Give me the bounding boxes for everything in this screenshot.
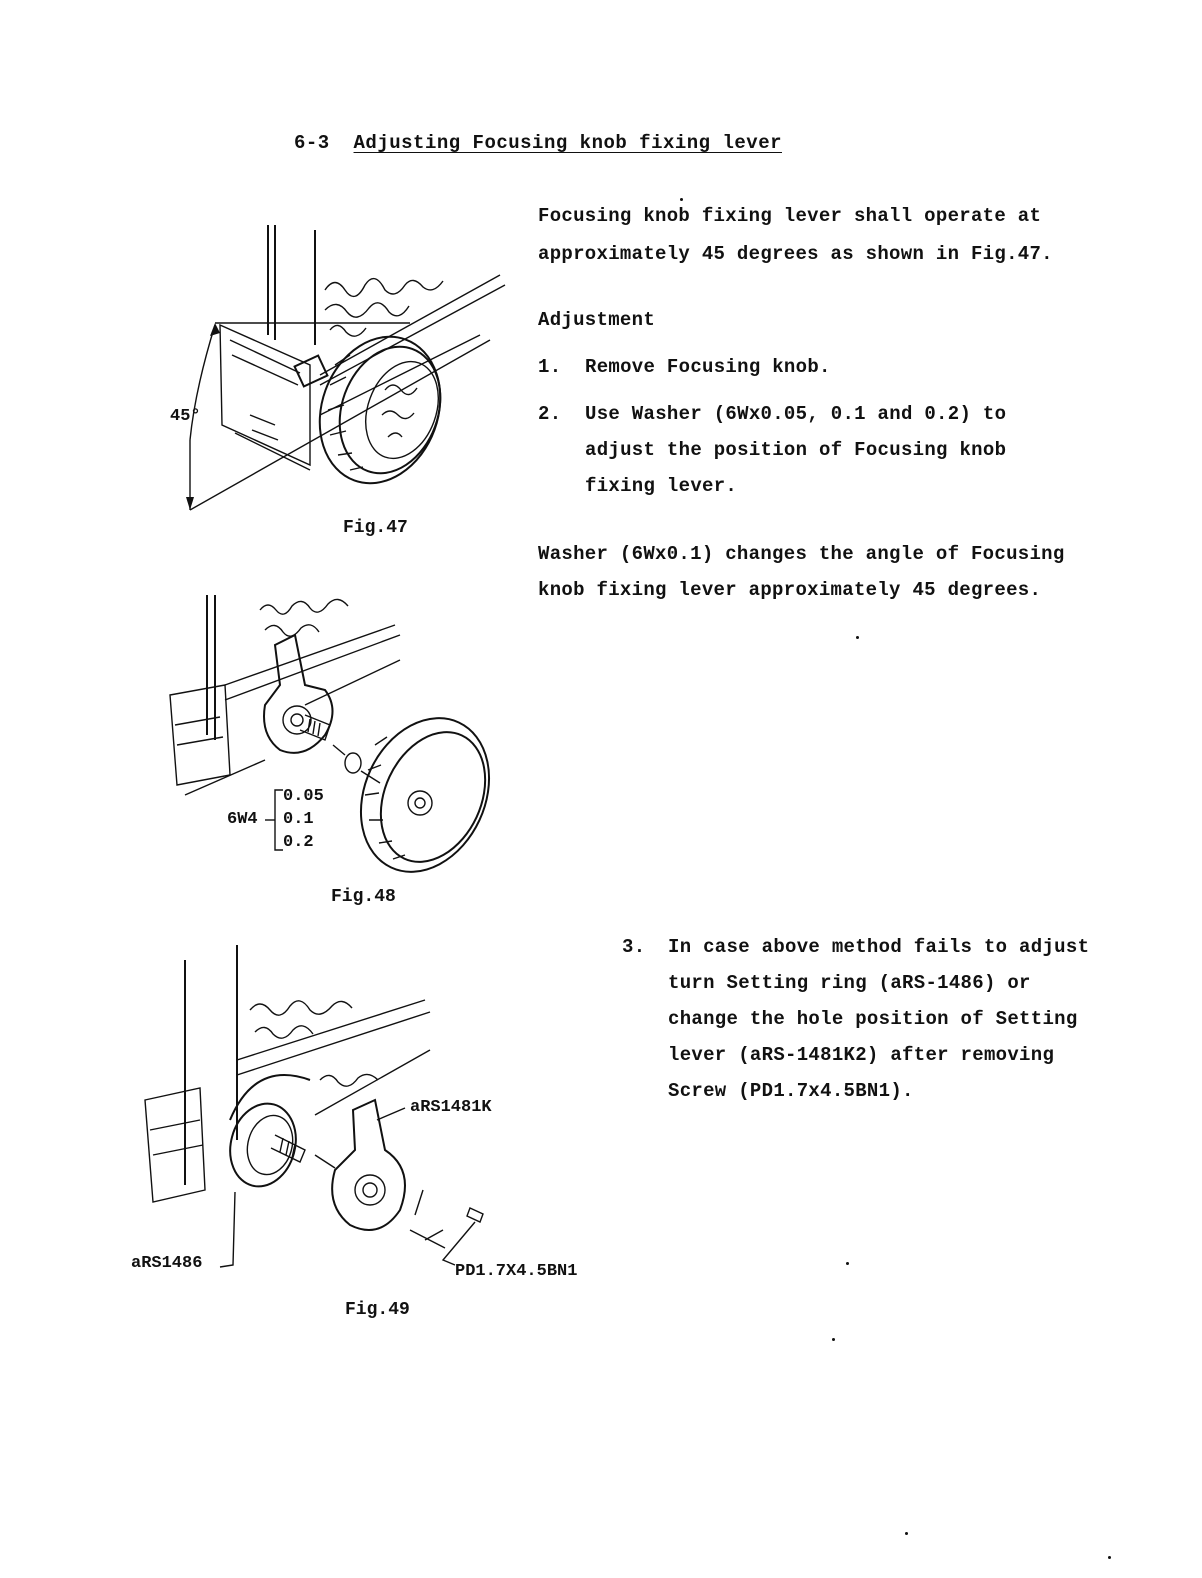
- scan-speck: [680, 198, 683, 201]
- intro-line: Focusing knob fixing lever shall operate at: [538, 205, 1042, 227]
- note-paragraph: [538, 536, 1065, 608]
- step-3-text: [668, 929, 1089, 1109]
- fig49-ring-part-label: aRS1486: [131, 1254, 203, 1273]
- step-1-number: 1.: [538, 356, 562, 378]
- adjustment-label: Adjustment: [538, 309, 656, 331]
- scan-speck: [846, 1262, 849, 1265]
- fig47-angle-label: 45°: [170, 407, 201, 426]
- step-2-text: [585, 396, 1006, 504]
- figure-48: [165, 585, 505, 915]
- step-2-line: adjust the position of Focusing knob: [585, 439, 1007, 461]
- fig48-caption: Fig.48: [331, 887, 396, 907]
- step-3-line: In case above method fails to adjust: [668, 936, 1090, 958]
- step-3-line: turn Setting ring (aRS-1486) or: [668, 972, 1031, 994]
- scan-speck: [832, 1338, 835, 1341]
- section-heading: [294, 132, 782, 154]
- intro-paragraph: [538, 198, 1053, 272]
- figure-49: [125, 940, 615, 1330]
- step-3-line: lever (aRS-1481K2) after removing: [668, 1044, 1055, 1066]
- step-2-line: Use Washer (6Wx0.05, 0.1 and 0.2) to: [585, 403, 1007, 425]
- fig48-washer-size: 0.05: [283, 787, 324, 806]
- fig49-lever-part-label: aRS1481K: [410, 1098, 492, 1117]
- scan-speck: [856, 636, 859, 639]
- note-line: knob fixing lever approximately 45 degrees.: [538, 579, 1042, 601]
- step-3-line: Screw (PD1.7x4.5BN1).: [668, 1080, 914, 1102]
- section-title: Adjusting Focusing knob fixing lever: [353, 132, 782, 154]
- fig49-caption: Fig.49: [345, 1300, 410, 1320]
- scan-speck: [905, 1532, 908, 1535]
- fig48-drawing: [165, 585, 505, 885]
- fig48-washer-code: 6W4: [227, 810, 258, 829]
- step-3-line: change the hole position of Setting: [668, 1008, 1078, 1030]
- step-2-number: 2.: [538, 403, 562, 425]
- step-3-number: 3.: [622, 936, 646, 958]
- fig47-caption: Fig.47: [343, 518, 408, 538]
- section-number: 6-3: [294, 132, 330, 154]
- note-line: Washer (6Wx0.1) changes the angle of Focusing: [538, 543, 1065, 565]
- step-1-text: Remove Focusing knob.: [585, 356, 831, 378]
- step-2-line: fixing lever.: [585, 475, 738, 497]
- figure-47: [160, 215, 520, 538]
- fig48-washer-size: 0.2: [283, 833, 314, 852]
- fig49-screw-part-label: PD1.7X4.5BN1: [455, 1262, 578, 1281]
- fig48-washer-size: 0.1: [283, 810, 314, 829]
- scan-speck: [1108, 1556, 1111, 1559]
- fig47-drawing: [160, 215, 520, 525]
- fig49-drawing: [125, 940, 615, 1280]
- intro-line: approximately 45 degrees as shown in Fig.47.: [538, 243, 1053, 265]
